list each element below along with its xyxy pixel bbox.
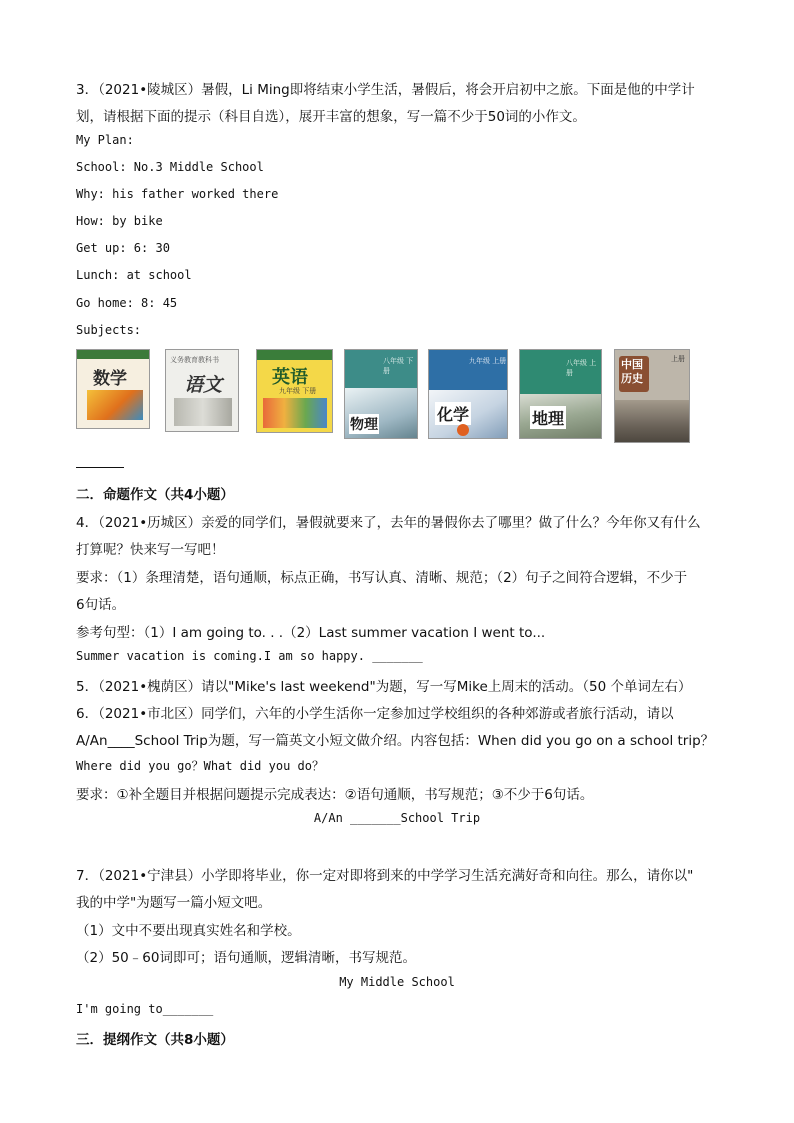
q3-plan-school: School: No.3 Middle School <box>76 160 264 174</box>
q4-requirement-line1: 要求：（1）条理清楚，语句通顺，标点正确，书写认真、清晰、规范；（2）句子之间符合逻辑，不少于 <box>76 570 688 586</box>
q4-requirement-line2: 6句话。 <box>76 597 126 613</box>
math-textbook-cover: 数学 <box>76 349 150 429</box>
q3-plan-why: Why: his father worked there <box>76 187 279 201</box>
q4-prompt-line2: 打算呢？快来写一写吧！ <box>76 542 225 558</box>
textbook-covers <box>76 347 696 443</box>
section-2-heading: 二．命题作文（共4小题） <box>76 487 234 503</box>
geography-textbook-cover: 八年级 上册 地理 <box>519 349 602 439</box>
physics-textbook-cover: 八年级 下册 物理 <box>344 349 418 439</box>
q3-plan-getup: Get up: 6: 30 <box>76 241 170 255</box>
q7-prompt-line2: 我的中学"为题写一篇小短文吧。 <box>76 895 272 911</box>
q7-opening-line: I'm going to_______ <box>76 1002 214 1016</box>
q6-prompt-line2: A/An____School Trip为题，写一篇英文小短文做介绍。内容包括：When did you go on a school trip？ <box>76 733 715 749</box>
english-textbook-cover: 英语 九年级 下册 <box>256 349 333 433</box>
q7-prompt-line1: 7．（2021•宁津县）小学即将毕业，你一定对即将到来的中学学习生活充满好奇和向往。那么，请你以" <box>76 868 694 884</box>
q3-plan-lunch: Lunch: at school <box>76 268 192 282</box>
q3-prompt-line2: 划，请根据下面的提示（科目自选），展开丰富的想象，写一篇不少于50词的小作文。 <box>76 109 586 125</box>
q3-prompt-line1: 3．（2021•陵城区）暑假，Li Ming即将结束小学生活，暑假后，将会开启初中之旅。下面是他的中学计 <box>76 82 695 98</box>
q4-opening-line: Summer vacation is coming.I am so happy. _______ <box>76 649 423 663</box>
q5-prompt: 5．（2021•槐荫区）请以"Mike's last weekend"为题，写一写Mike上周末的活动。（50 个单词左右） <box>76 679 692 695</box>
q6-prompt-line1: 6．（2021•市北区）同学们，六年的小学生活你一定参加过学校组织的各种郊游或者旅行活动，请以 <box>76 706 674 722</box>
q7-requirement-1: （1）文中不要出现真实姓名和学校。 <box>76 923 301 939</box>
q3-plan-how: How: by bike <box>76 214 163 228</box>
q3-plan-gohome: Go home: 8: 45 <box>76 296 178 310</box>
q7-essay-title: My Middle School <box>339 975 455 989</box>
separator-line <box>76 467 124 468</box>
section-3-heading: 三．提纲作文（共8小题） <box>76 1032 234 1048</box>
q4-prompt-line1: 4．（2021•历城区）亲爱的同学们，暑假就要来了，去年的暑假你去了哪里？做了什么？今年你又有什么 <box>76 515 701 531</box>
q7-requirement-2: （2）50﹣60词即可；语句通顺，逻辑清晰，书写规范。 <box>76 950 416 966</box>
q3-subjects-label: Subjects: <box>76 323 142 337</box>
q4-reference-sentences: 参考句型：（1）I am going to. . .（2）Last summer vacation I went to... <box>76 625 546 641</box>
q6-prompt-line3: Where did you go？What did you do？ <box>76 759 324 773</box>
q3-plan-title: My Plan: <box>76 133 134 147</box>
q6-requirement: 要求：①补全题目并根据问题提示完成表达：②语句通顺，书写规范；③不少于6句话。 <box>76 787 594 803</box>
history-textbook-cover: 上册 中国历史 <box>614 349 690 443</box>
chemistry-textbook-cover: 九年级 上册 化学 <box>428 349 508 439</box>
chinese-textbook-cover: 义务教育教科书 语文 <box>165 349 239 432</box>
q6-essay-title: A/An _______School Trip <box>313 811 481 825</box>
